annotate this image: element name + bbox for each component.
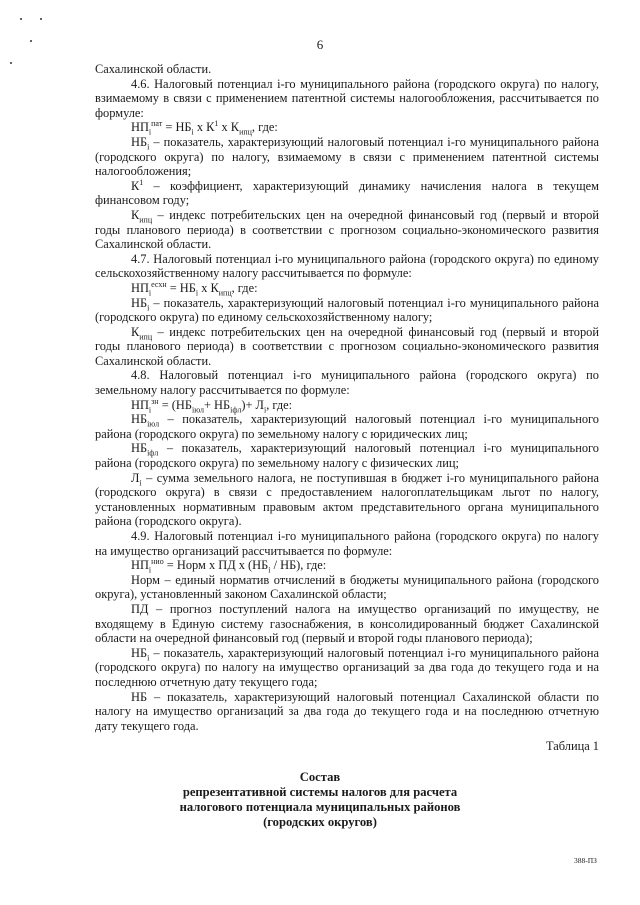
- paragraph: $К_{ипц}$ – индекс потребительских цен на очередной финансовый год (первый и второй годы планового периода) в соответствии с прогнозом социально-экономического развития Сахалинской области.: [95, 324, 599, 368]
- paragraph: $НП_i^{есхн} = НБ_i$ х $К_{ипц}$, где:: [131, 279, 258, 298]
- table-title-line: налогового потенциала муниципальных районов: [179, 800, 461, 814]
- table-caption: Таблица 1: [546, 739, 599, 754]
- paragraph: ПД – прогноз поступлений налога на имущество организаций по имуществу, не входящему в Единую систему газоснабжения, в консолидированный бюджет Сахалинской области на очередной финансовый год (первый и второй годы планового периода);: [95, 601, 599, 646]
- page-number: 6: [316, 37, 324, 52]
- paragraph: 4.7. Налоговый потенциал i-го муниципального района (городского округа) по единому сельскохозяйственному налогу рассчитывается по формуле:: [95, 251, 599, 281]
- paragraph: $НБ_{iюл}$ – показатель, характеризующий налоговый потенциал i-го муниципального района (городского округа) по земельному налогу с юридических лиц;: [95, 412, 599, 441]
- scan-speck: [40, 18, 42, 20]
- paragraph: $К^1$ – коэффициент, характеризующий динамику начисления налога в текущем финансовом году;: [95, 177, 599, 208]
- footer-code: 388-ПЗ: [574, 856, 597, 865]
- paragraph: $Л_i$ – сумма земельного налога, не поступившая в бюджет i-го муниципального района (городского округа) в связи с предоставлением налогоплательщикам льгот по налогу, установленных нормативным правовым актом представительного органа муниципального района (городского округа).: [95, 470, 599, 529]
- paragraph: 4.9. Налоговый потенциал i-го муниципального района (городского округа) по налогу на имущество организаций рассчитывается по формуле:: [95, 529, 599, 558]
- table-title-line: репрезентативной системы налогов для расчета: [182, 785, 458, 799]
- paragraph: $НП_i^{нио}$ = Норм х ПД х $(НБ_i / НБ)$, где:: [131, 557, 327, 575]
- paragraph: $НБ_i$ – показатель, характеризующий налоговый потенциал i-го муниципального района (городского округа) по налогу на имущество организаций за два года до текущего года и на последнюю отчетную дату текущего года;: [95, 645, 599, 689]
- paragraph: $НБ_i$ – показатель, характеризующий налоговый потенциал i-го муниципального района (городского округа) по налогу, взимаемому в связи с применением патентной системы налогообложения;: [95, 134, 599, 179]
- paragraph: $НБ_i$ – показатель, характеризующий налоговый потенциал i-го муниципального района (городского округа) по единому сельскохозяйственному налогу;: [95, 295, 599, 325]
- paragraph: $НП_i^{зн} = (НБ_{iюл}+ НБ_{iфл})+ Л_i$, где:: [131, 396, 293, 415]
- table-title: [0, 770, 640, 830]
- document-body: [95, 62, 599, 754]
- paragraph: Сахалинской области.: [95, 62, 212, 76]
- table-title-line: Состав: [299, 770, 341, 784]
- paragraph: $НП_i^{пат} = НБ_i$ х $К^1$ х $К_{ипц}$, где:: [131, 119, 278, 137]
- table-title-line: (городских округов): [263, 815, 377, 829]
- paragraph: 4.6. Налоговый потенциал i-го муниципального района (городского округа) по налогу, взимаемому в связи с применением патентной системы налогообложения, рассчитывается по формуле:: [95, 76, 599, 120]
- paragraph: НБ – показатель, характеризующий налоговый потенциал Сахалинской области по налогу на имущество организаций за два года до текущего года и на последнюю отчетную дату текущего года.: [95, 689, 599, 733]
- scan-speck: [10, 62, 12, 64]
- paragraph: 4.8. Налоговый потенциал i-го муниципального района (городского округа) по земельному налогу рассчитывается по формуле:: [95, 368, 599, 398]
- paragraph: Норм – единый норматив отчислений в бюджеты муниципального района (городского округа), установленный законом Сахалинской области;: [95, 572, 599, 602]
- paragraph: $К_{ипц}$ – индекс потребительских цен на очередной финансовый год (первый и второй годы планового периода) в соответствии с прогнозом социально-экономического развития Сахалинской области.: [95, 207, 599, 252]
- paragraph: $НБ_{iфл}$ – показатель, характеризующий налоговый потенциал i-го муниципального района (городского округа) по земельному налогу с физических лиц;: [95, 441, 599, 471]
- scan-speck: [20, 18, 22, 20]
